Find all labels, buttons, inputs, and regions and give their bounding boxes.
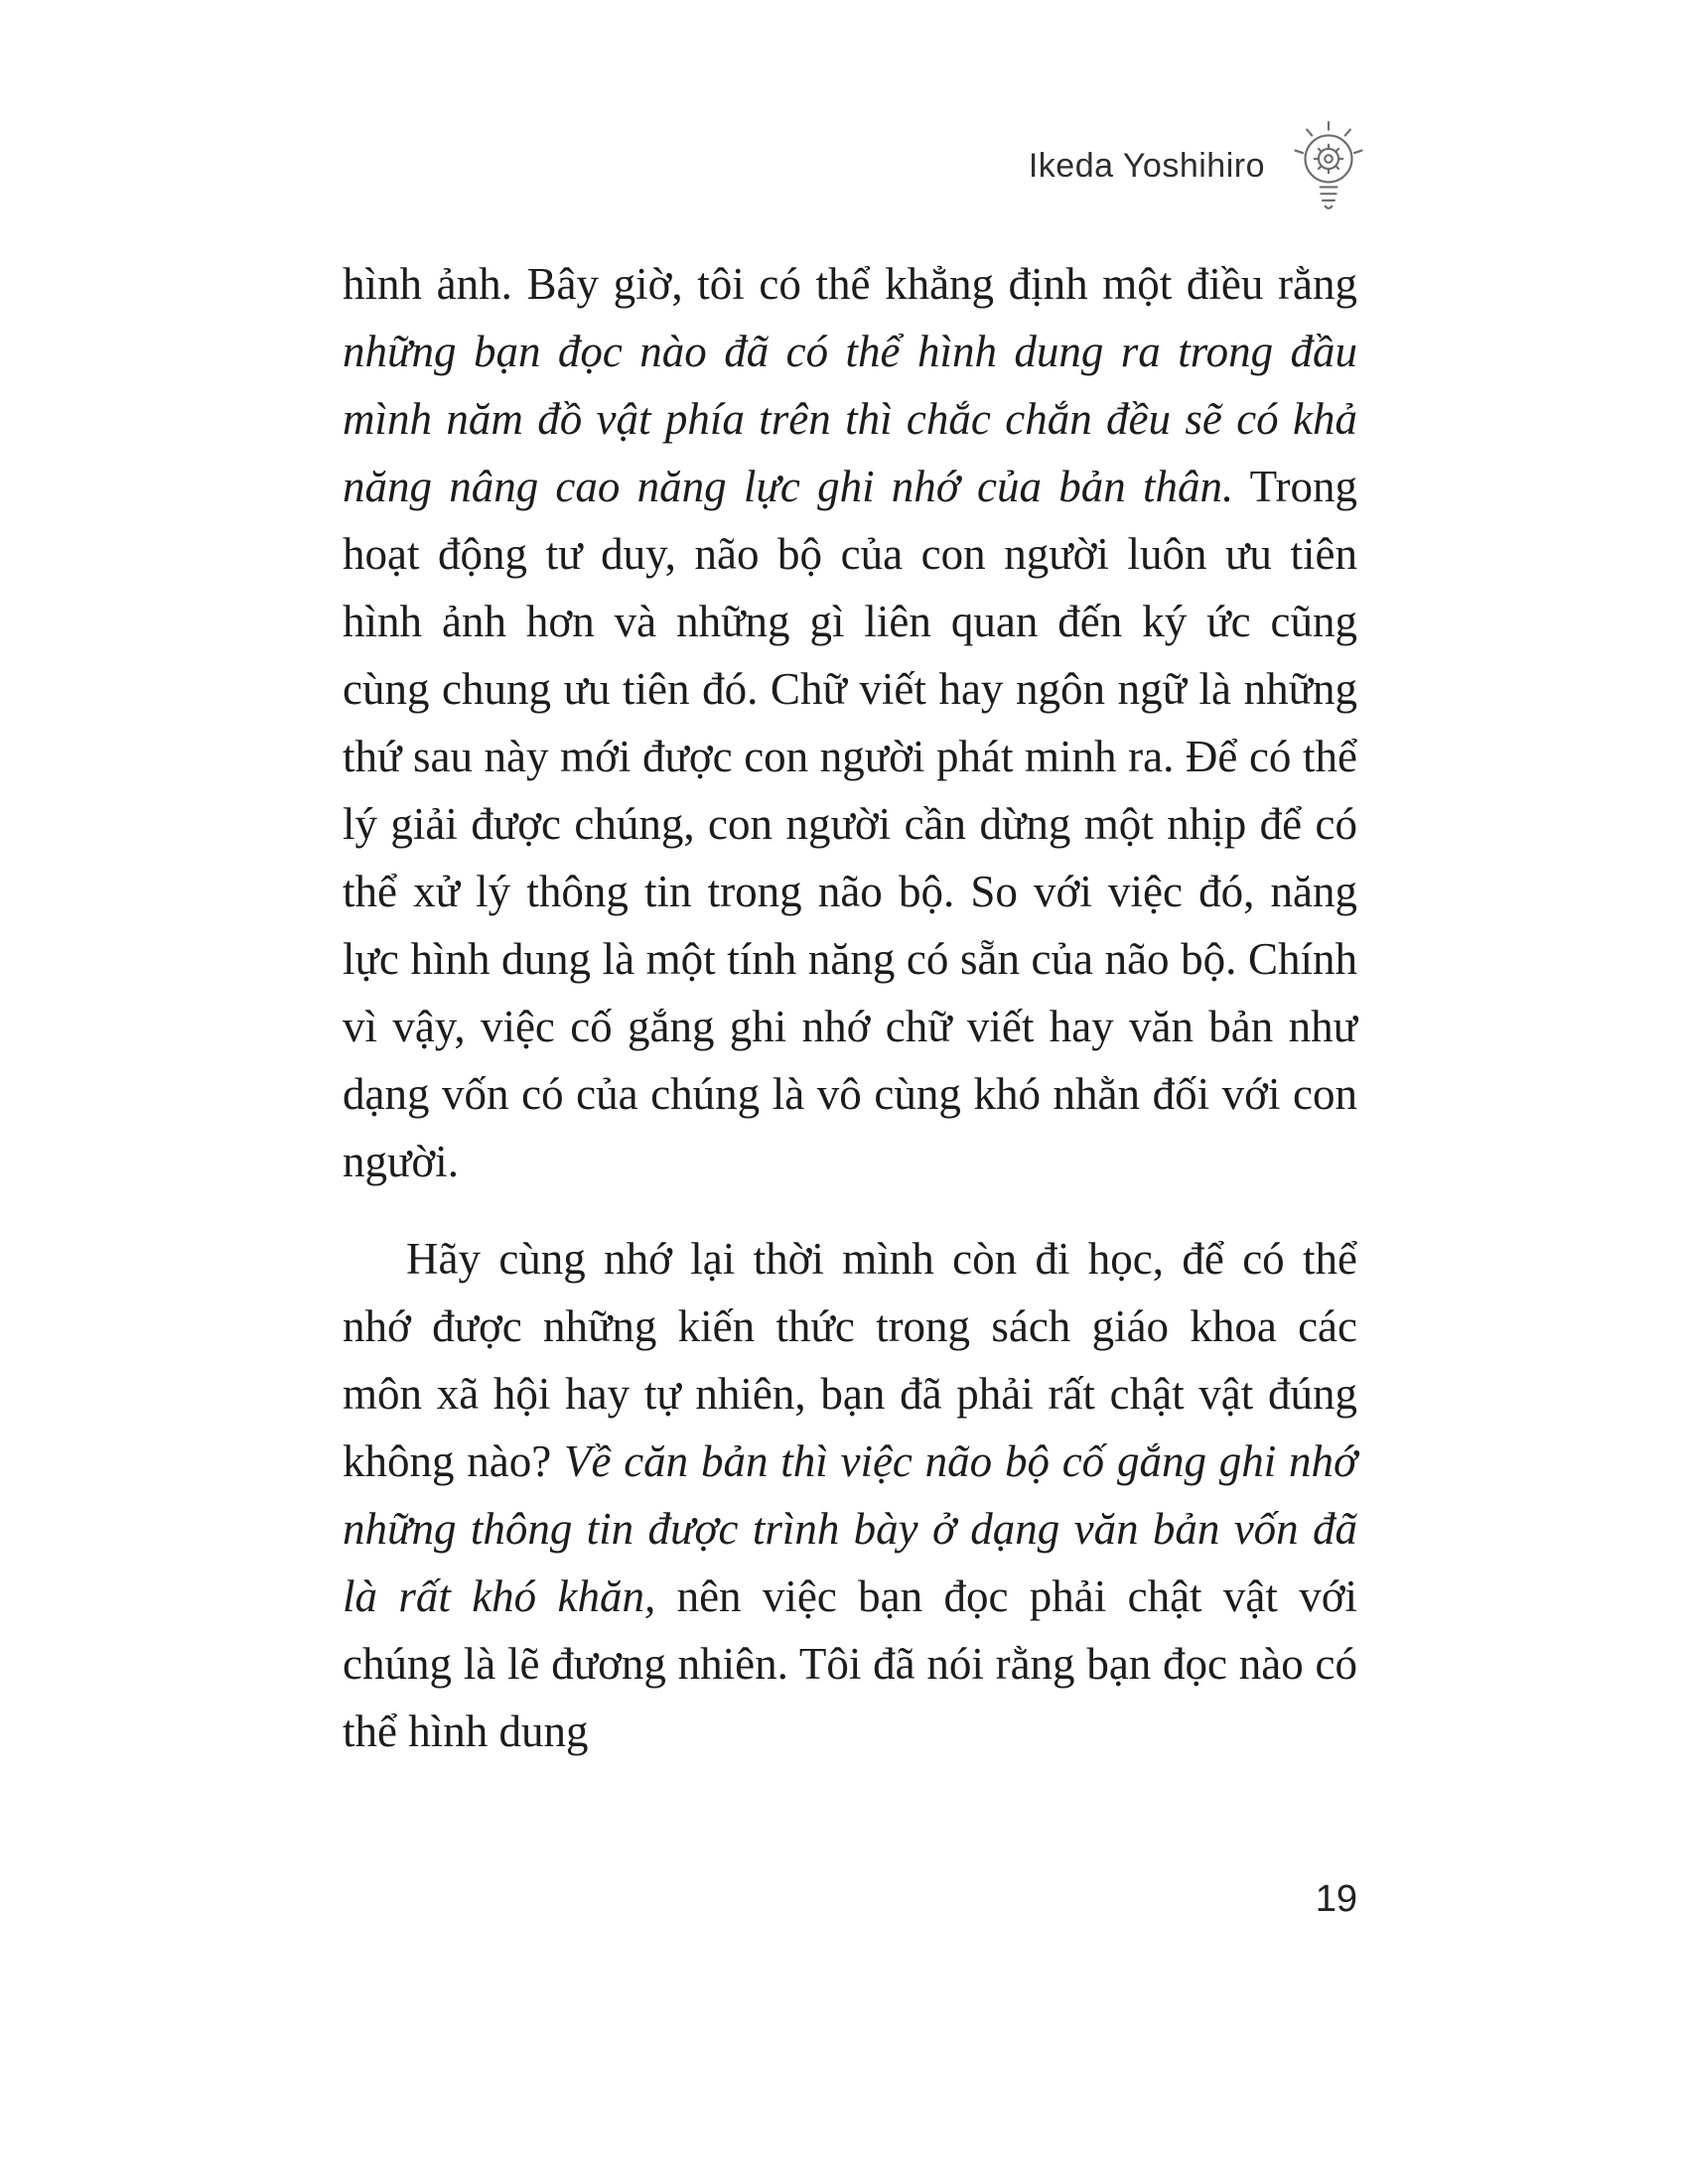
page-number: 19 <box>1315 1878 1357 1920</box>
page-footer <box>343 1878 1357 1921</box>
text-segment-italic: Về căn bản thì việc não bộ cố gắng ghi nhớ những thông tin được trình bày ở dạng văn bản vốn đã là rất khó khăn, <box>343 1436 1357 1621</box>
paragraph <box>343 250 1357 1195</box>
page-header <box>343 117 1370 220</box>
text-segment-normal: Hãy cùng nhớ lại thời mình còn đi học, để có thể nhớ được những kiến thức trong sách giáo khoa các môn xã hội hay tự nhiên, bạn đã phải rất chật vật đúng không nào? <box>343 1234 1357 1486</box>
lightbulb-gear-icon <box>1287 117 1370 220</box>
page-text <box>343 250 1357 1795</box>
paragraph <box>343 1225 1357 1765</box>
text-segment-normal: Trong hoạt động tư duy, não bộ của con người luôn ưu tiên hình ảnh hơn và những gì liên quan đến ký ức cũng cùng chung ưu tiên đó. Chữ viết hay ngôn ngữ là những thứ sau này mới được con người phát minh ra. Để có thể lý giải được chúng, con người cần dừng một nhịp để có thể xử lý thông tin trong não bộ. So với việc đó, năng lực hình dung là một tính năng có sẵn của não bộ. Chính vì vậy, việc cố gắng ghi nhớ chữ viết hay văn bản như dạng vốn có của chúng là vô cùng khó nhằn đối với con người. <box>343 462 1357 1186</box>
text-segment-normal: hình ảnh. Bây giờ, tôi có thể khẳng định một điều rằng <box>343 259 1357 309</box>
text-segment-italic: những bạn đọc nào đã có thể hình dung ra trong đầu mình năm đồ vật phía trên thì chắc chắn đều sẽ có khả năng nâng cao năng lực ghi nhớ của bản thân. <box>343 327 1357 511</box>
author-name: Ikeda Yoshihiro <box>1028 147 1265 185</box>
text-segment-normal: nên việc bạn đọc phải chật vật với chúng là lẽ đương nhiên. Tôi đã nói rằng bạn đọc nào có thể hình dung <box>343 1571 1357 1756</box>
